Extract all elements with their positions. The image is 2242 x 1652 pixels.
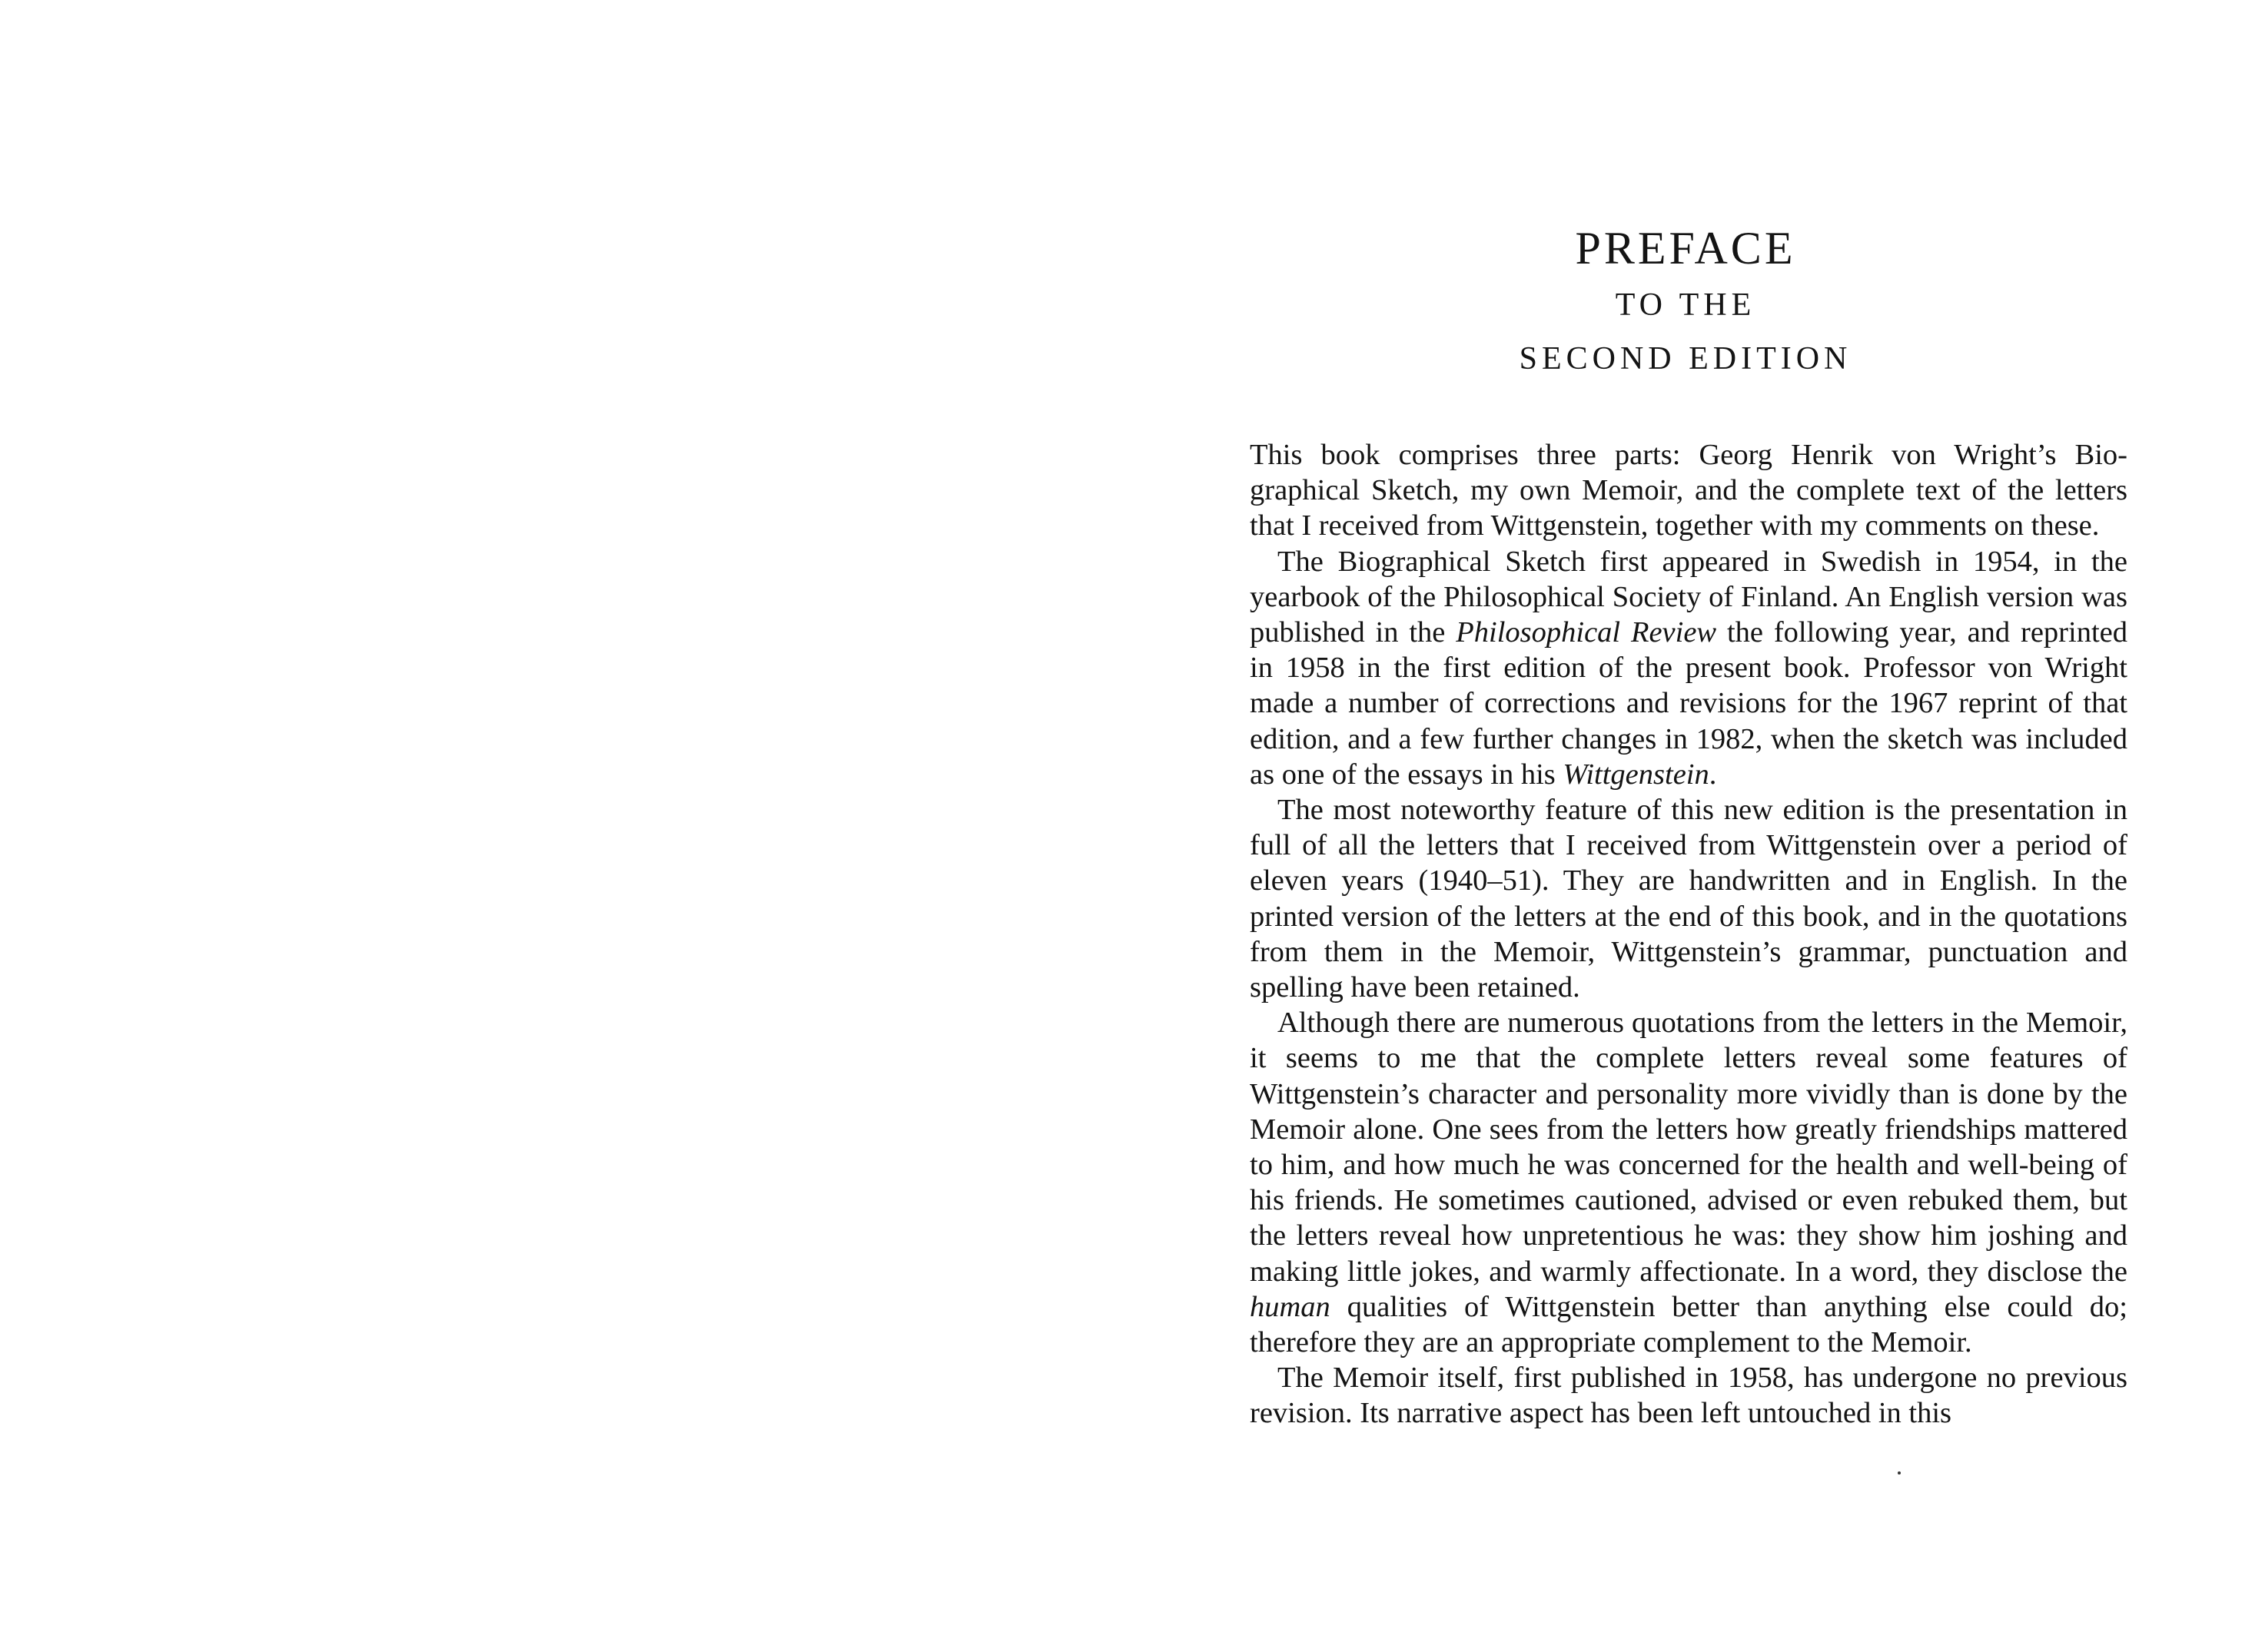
preface-title: PREFACE (1575, 223, 1796, 274)
italic-title-philosophical-review: Philosophical Review (1456, 616, 1717, 649)
paragraph-4 (1250, 1005, 2127, 1360)
paragraph-text: The Memoir itself, first published in 1958, has undergone no previous revision. Its narrative aspect has been left untouched in this (1250, 1362, 2127, 1430)
paragraph-2 (1250, 544, 2127, 792)
ink-speck (1898, 1471, 1901, 1475)
paragraph-1 (1250, 437, 2127, 544)
paragraph-text: . (1709, 758, 1717, 791)
paragraph-text: The most noteworthy feature of this new edition is the presentation in full of all the letters that I received from Wittgenstein over a period of eleven years (1940–51). They are handwritten and in English. In the printed version of the letters at the end of this book, and in the quotations from them in the Memoir, Wittgenstein’s grammar, punctuation and spelling have been retained. (1250, 794, 2127, 1004)
italic-title-wittgenstein: Wittgenstein (1563, 758, 1709, 791)
paragraph-text: This book comprises three parts: Georg Henrik von Wright’s Biographical Sketch, my own Memoir, and the complete text of the letters that I received from Wittgenstein, together with my comments on these. (1250, 439, 2127, 542)
preface-subtitle-line-1: TO THE (1615, 287, 1756, 323)
paragraph-text: Although there are numerous quotations from the letters in the Memoir, it seems to me that the complete letters reveal some features of Wittgenstein’s character and personality more vividly than is done by the Memoir alone. One sees from the letters how greatly friendships mattered to him, and how much he was concerned for the health and well-being of his friends. He sometimes cautioned, advised or even rebuked them, but the letters reveal how unpretentious he was: they show him joshing and making little jokes, and warmly affectionate. In a word, they disclose the (1250, 1007, 2127, 1288)
italic-emphasis-human: human (1250, 1290, 1330, 1323)
paragraph-text: the following year, and reprinted in 1958 in the first edition of the present book. Professor von Wright made a number of corrections and revisions for the 1967 reprint of that edition, and a few further changes in 1982, when the sketch was included as one of the essays in his (1250, 616, 2127, 791)
paragraph-5 (1250, 1360, 2127, 1431)
paragraph-text: The Biographical Sketch first appeared in Swedish in 1954, in the yearbook of the Philosophical Society of Finland. An English version was published in the (1250, 545, 2127, 649)
preface-subtitle-line-2: SECOND EDITION (1519, 341, 1852, 377)
preface-body (1250, 437, 2127, 1431)
paragraph-3 (1250, 792, 2127, 1005)
paragraph-text: qualities of Wittgenstein better than anything else could do; therefore they are an appropriate complement to the Memoir. (1250, 1290, 2127, 1359)
